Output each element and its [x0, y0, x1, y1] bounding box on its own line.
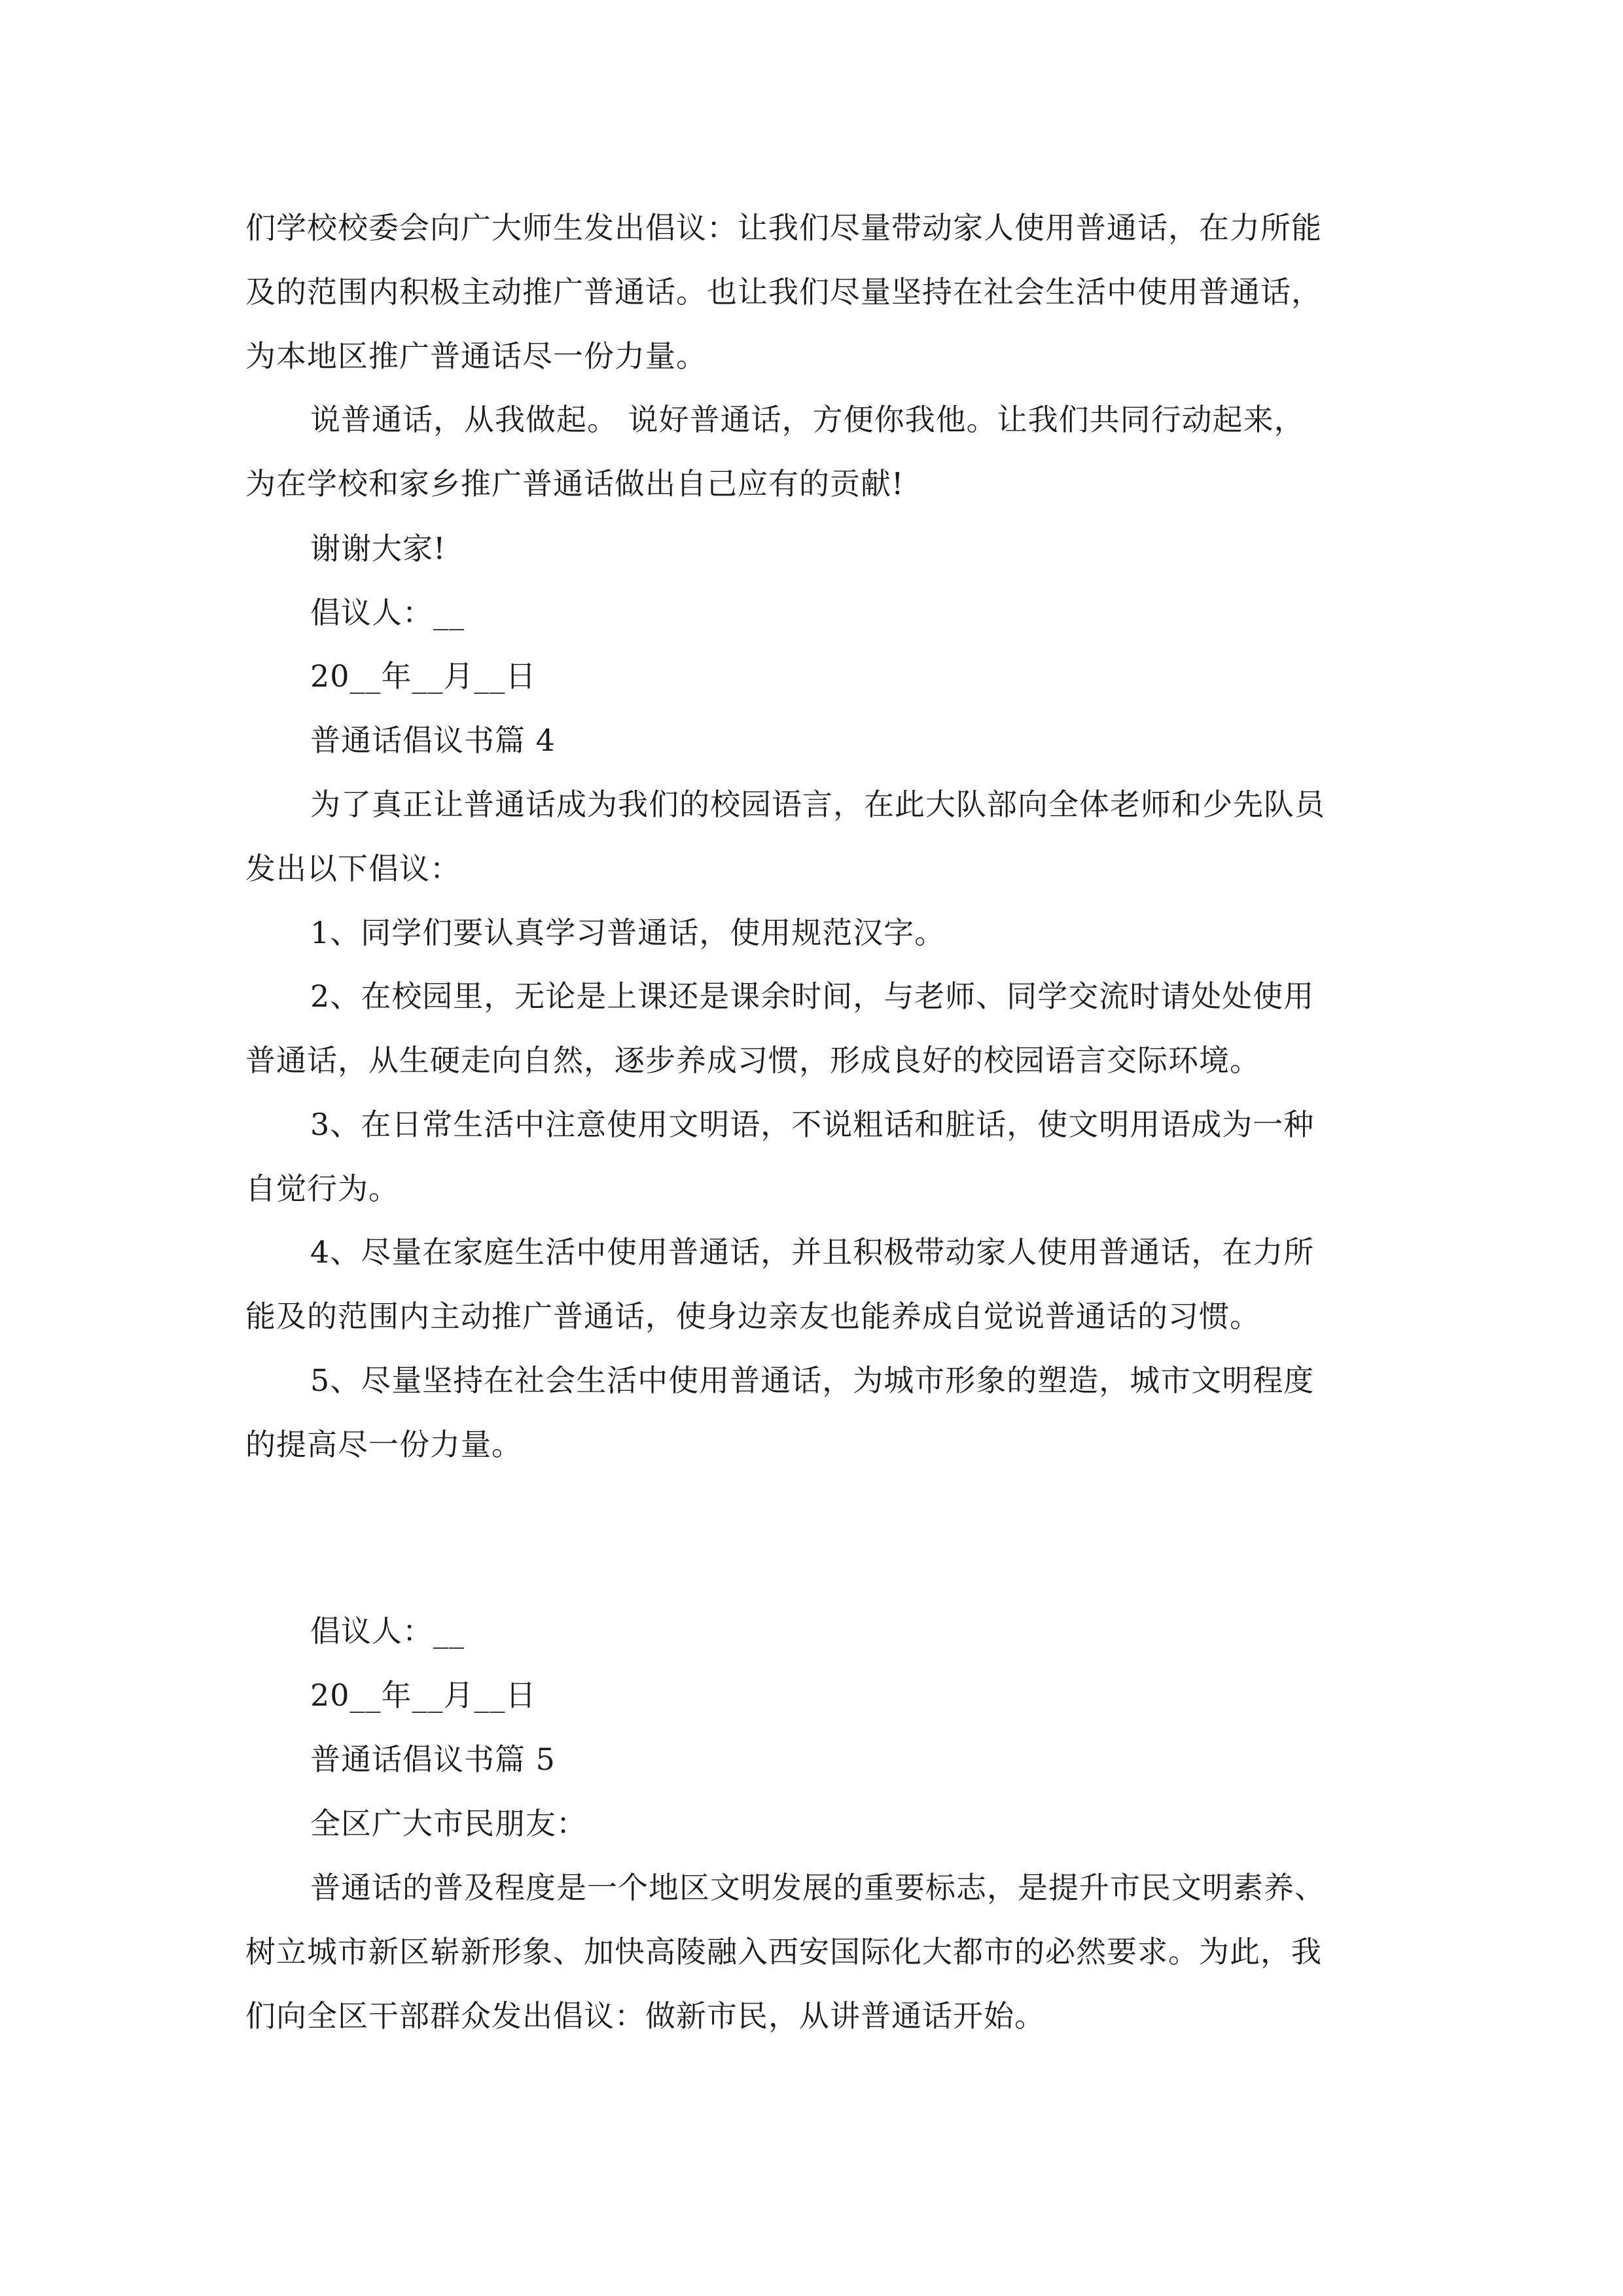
signatory-line: 倡议人：__ — [310, 595, 465, 630]
paragraph-line: 树立城市新区崭新形象、加快高陵融入西安国际化大都市的必然要求。为此，我 — [245, 1934, 1322, 1969]
paragraph-line: 们向全区干部群众发出倡议：做新市民，从讲普通话开始。 — [245, 1998, 1045, 2034]
list-item: 2、在校园里，无论是上课还是课余时间，与老师、同学交流时请处处使用 — [310, 978, 1315, 1014]
paragraph-line: 的提高尽一份力量。 — [245, 1427, 522, 1462]
signatory-line: 倡议人：__ — [310, 1613, 465, 1649]
paragraph-line: 普通话，从生硬走向自然，逐步养成习惯，形成良好的校园语言交际环境。 — [245, 1043, 1260, 1078]
paragraph-line: 能及的范围内主动推广普通话，使身边亲友也能养成自觉说普通话的习惯。 — [245, 1299, 1260, 1334]
paragraph-line: 普通话的普及程度是一个地区文明发展的重要标志，是提升市民文明素养、 — [310, 1870, 1325, 1905]
list-item: 5、尽量坚持在社会生活中使用普通话，为城市形象的塑造，城市文明程度 — [310, 1363, 1315, 1398]
paragraph-line: 发出以下倡议： — [245, 851, 461, 886]
section-heading: 普通话倡议书篇 5 — [310, 1742, 556, 1777]
section-heading: 普通话倡议书篇 4 — [310, 723, 556, 758]
paragraph-line: 们学校校委会向广大师生发出倡议：让我们尽量带动家人使用普通话，在力所能 — [245, 210, 1322, 245]
paragraph-line: 为在学校和家乡推广普通话做出自己应有的贡献! — [245, 466, 904, 501]
paragraph-line: 说普通话，从我做起。 说好普通话，方便你我他。让我们共同行动起来， — [310, 402, 1305, 437]
paragraph-line: 自觉行为。 — [245, 1171, 399, 1206]
list-item: 4、尽量在家庭生活中使用普通话，并且积极带动家人使用普通话，在力所 — [310, 1234, 1315, 1270]
closing-line: 谢谢大家! — [310, 531, 446, 566]
date-line: 20__年__月__日 — [310, 1677, 537, 1713]
paragraph-line: 为了真正让普通话成为我们的校园语言，在此大队部向全体老师和少先队员 — [310, 787, 1325, 822]
list-item: 3、在日常生活中注意使用文明语，不说粗话和脏话，使文明用语成为一种 — [310, 1107, 1315, 1142]
paragraph-line: 为本地区推广普通话尽一份力量。 — [245, 338, 707, 374]
list-item: 1、同学们要认真学习普通话，使用规范汉字。 — [310, 915, 946, 950]
paragraph-line: 及的范围内积极主动推广普通话。也让我们尽量坚持在社会生活中使用普通话， — [245, 274, 1322, 310]
date-line: 20__年__月__日 — [310, 658, 537, 694]
salutation-line: 全区广大市民朋友： — [310, 1806, 587, 1841]
